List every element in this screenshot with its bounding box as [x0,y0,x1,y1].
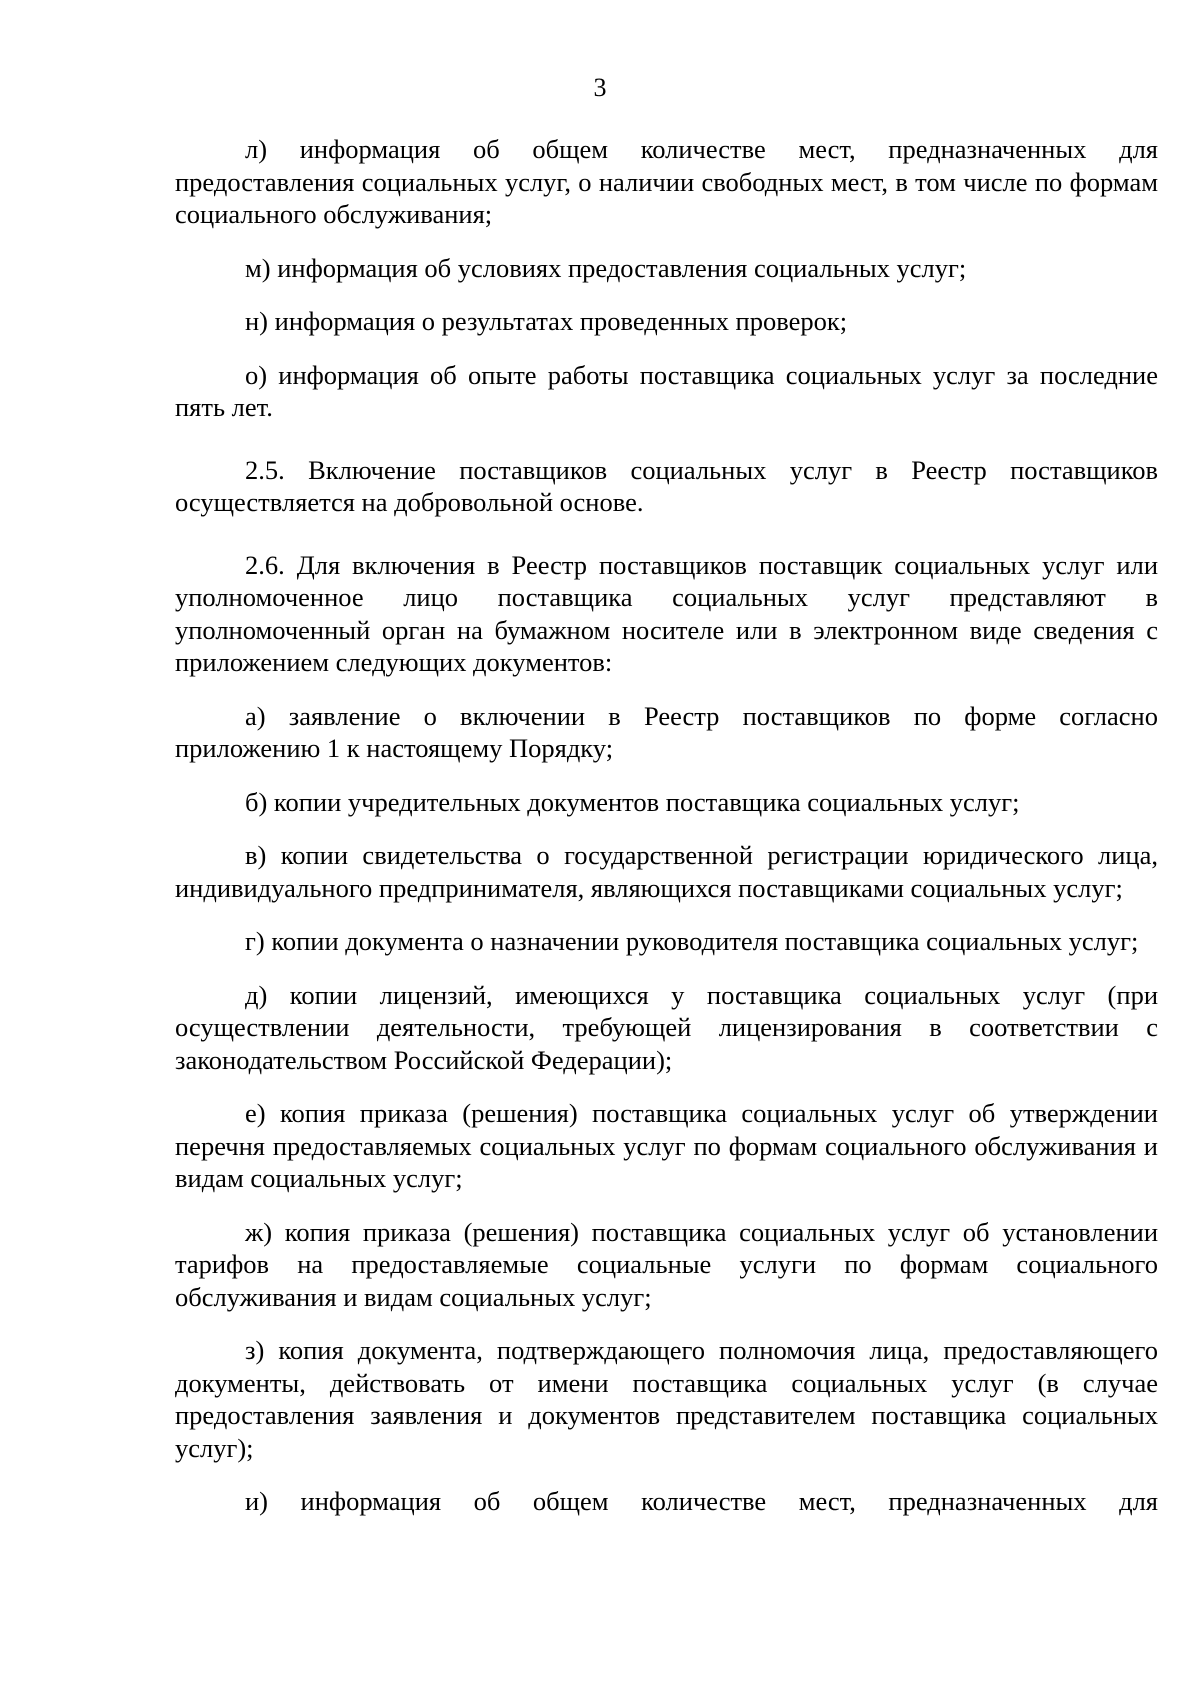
paragraph-m: м) информация об условиях предоставления социальных услуг; [245,252,967,283]
paragraph-d: д) копии лицензий, имеющихся у поставщика социальных услуг (при осуществлении деятельности, требующей лицензирования в соответствии с законодательством Российской Федерации); [175,979,1158,1075]
paragraph-n: н) информация о результатах проведенных проверок; [245,306,848,336]
paragraph-b: б) копии учредительных документов поставщика социальных услуг; [245,786,1020,817]
paragraph-2-5: 2.5. Включение поставщиков социальных услуг в Реестр поставщиков осуществляется на добровольной основе. [175,454,1158,517]
page-number: 3 [593,73,607,102]
paragraph-e: е) копия приказа (решения) поставщика социальных услуг об утверждении перечня предоставляемых социальных услуг по формам социального обслуживания и видам социальных услуг; [175,1098,1158,1193]
paragraph-i: и) информация об общем количестве мест, предназначенных для [245,1486,1158,1516]
paragraph-z: з) копия документа, подтверждающего полномочия лица, предоставляющего документы, действовать от имени поставщика социальных услуг (в случае предоставления заявления и документов представителем поставщика социальных услуг); [175,1335,1158,1463]
paragraph-l: л) информация об общем количестве мест, предназначенных для предоставления социальных услуг, о наличии свободных мест, в том числе по формам социального обслуживания; [175,134,1158,229]
paragraph-a: а) заявление о включении в Реестр поставщиков по форме согласно приложению 1 к настоящему Порядку; [175,700,1158,763]
paragraph-zh: ж) копия приказа (решения) поставщика социальных услуг об установлении тарифов на предоставляемые социальные услуги по формам социального обслуживания и видам социальных услуг; [175,1216,1158,1312]
paragraph-2-6: 2.6. Для включения в Реестр поставщиков поставщик социальных услуг или уполномоченное лицо поставщика социальных услуг представляют в уполномоченный орган на бумажном носителе или в электронном виде сведения с приложением следующих документов: [175,549,1158,677]
paragraph-v: в) копии свидетельства о государственной регистрации юридического лица, индивидуального предпринимателя, являющихся поставщиками социальных услуг; [175,840,1158,903]
document-body [175,133,1158,1518]
paragraph-g: г) копии документа о назначении руководителя поставщика социальных услуг; [245,926,1139,956]
paragraph-o: о) информация об опыте работы поставщика социальных услуг за последние пять лет. [175,359,1158,422]
